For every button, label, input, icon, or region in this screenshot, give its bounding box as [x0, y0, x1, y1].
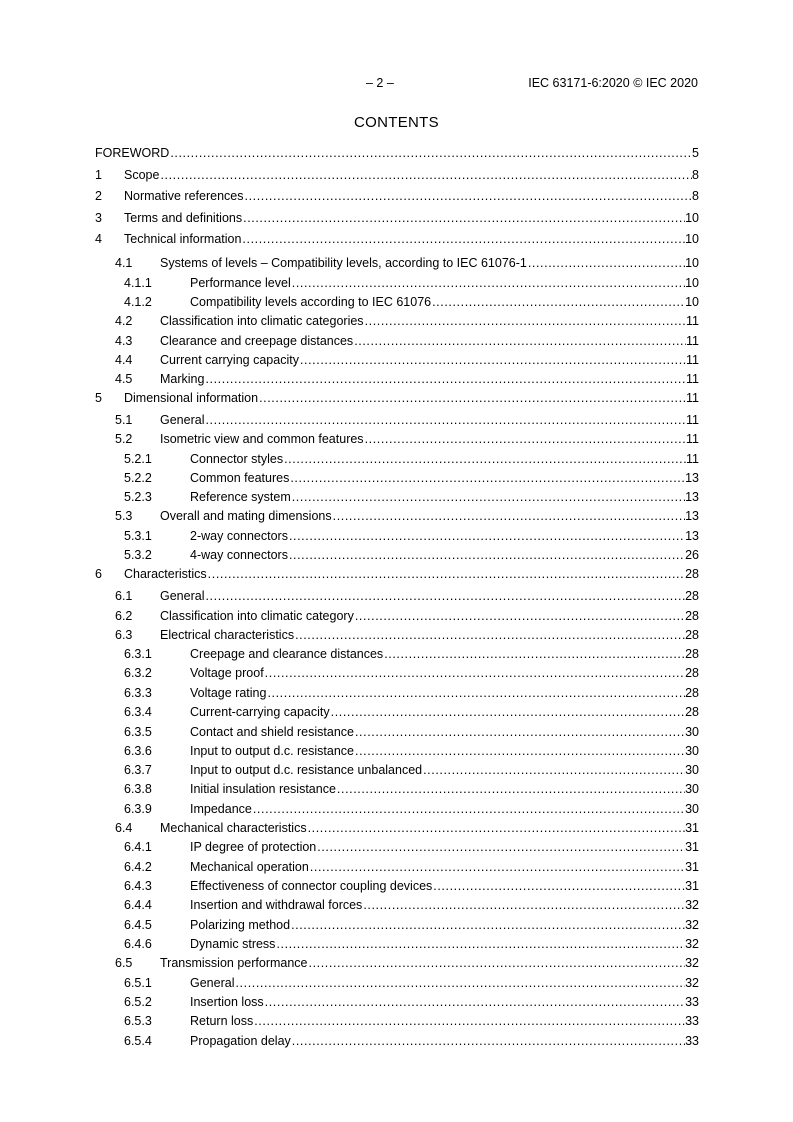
toc-entry[interactable]: [95, 390, 699, 406]
toc-entry[interactable]: [95, 470, 699, 486]
toc-entry[interactable]: [95, 781, 699, 797]
toc-entry-label: Insertion and withdrawal forces: [190, 898, 363, 912]
toc-entry[interactable]: [95, 743, 699, 759]
toc-entry-label: Contact and shield resistance: [190, 725, 354, 739]
toc-entry[interactable]: [95, 975, 699, 991]
toc-dot-leader: [292, 275, 685, 291]
toc-entry-label: Compatibility levels according to IEC 61076: [190, 295, 432, 309]
toc-entry-label: Mechanical operation: [190, 860, 309, 874]
toc-entry[interactable]: [95, 917, 699, 933]
toc-entry-number: 6.5.2: [124, 995, 152, 1009]
toc-entry-label: Current carrying capacity: [160, 353, 299, 367]
toc-dot-leader: [337, 781, 685, 797]
toc-entry[interactable]: [95, 294, 699, 310]
toc-entry-label: General: [160, 589, 205, 603]
toc-entry[interactable]: [95, 1033, 699, 1049]
toc-entry-page: 11: [686, 353, 699, 367]
toc-entry-number: 4.1.1: [124, 276, 152, 290]
toc-entry-page: 28: [685, 647, 699, 661]
toc-entry[interactable]: [95, 665, 699, 681]
toc-dot-leader: [284, 451, 686, 467]
toc-entry-label: Polarizing method: [190, 918, 291, 932]
toc-entry-label: Technical information: [124, 232, 242, 246]
toc-entry[interactable]: [95, 508, 699, 524]
toc-entry[interactable]: [95, 839, 699, 855]
toc-entry-label: Insertion loss: [190, 995, 264, 1009]
toc-entry-number: 4.3: [115, 334, 133, 348]
toc-entry-page: 8: [692, 189, 699, 203]
toc-entry[interactable]: [95, 820, 699, 836]
toc-entry-page: 10: [685, 232, 699, 246]
toc-entry-number: 6.3.1: [124, 647, 152, 661]
toc-entry-label: Terms and definitions: [124, 211, 243, 225]
toc-entry[interactable]: [95, 646, 699, 662]
toc-entry-page: 11: [686, 314, 699, 328]
toc-entry[interactable]: [95, 1013, 699, 1029]
toc-entry-page: 10: [685, 256, 699, 270]
toc-dot-leader: [254, 1013, 685, 1029]
toc-entry[interactable]: [95, 431, 699, 447]
toc-dot-leader: [242, 231, 685, 247]
toc-entry-page: 28: [685, 609, 699, 623]
toc-entry-page: 32: [685, 976, 699, 990]
toc-entry-page: 28: [685, 686, 699, 700]
toc-entry-number: 6.3.4: [124, 705, 152, 719]
toc-dot-leader: [292, 489, 685, 505]
toc-dot-leader: [170, 145, 692, 161]
toc-entry-label: Performance level: [190, 276, 291, 290]
toc-entry-label: Dynamic stress: [190, 937, 276, 951]
toc-dot-leader: [290, 470, 685, 486]
toc-entry-page: 28: [685, 666, 699, 680]
toc-entry[interactable]: [95, 371, 699, 387]
toc-entry[interactable]: [95, 627, 699, 643]
toc-entry[interactable]: [95, 333, 699, 349]
toc-entry-number: 6.3.8: [124, 782, 152, 796]
toc-dot-leader: [265, 665, 685, 681]
toc-entry-page: 31: [685, 840, 699, 854]
toc-entry-number: 6.4.1: [124, 840, 152, 854]
toc-entry-number: 6: [95, 567, 102, 581]
page-number: – 2 –: [366, 76, 394, 90]
toc-entry[interactable]: [95, 704, 699, 720]
toc-entry-label: General: [190, 976, 235, 990]
toc-entry-label: Initial insulation resistance: [190, 782, 336, 796]
toc-entry-page: 32: [685, 956, 699, 970]
toc-dot-leader: [292, 1033, 685, 1049]
toc-entry-label: Impedance: [190, 802, 252, 816]
toc-entry[interactable]: [95, 724, 699, 740]
toc-entry-number: 4.4: [115, 353, 133, 367]
toc-entry-page: 30: [685, 763, 699, 777]
toc-entry-number: 5.2.1: [124, 452, 152, 466]
toc-dot-leader: [365, 431, 686, 447]
toc-dot-leader: [295, 627, 685, 643]
toc-entry-number: 5.3.2: [124, 548, 152, 562]
toc-entry-label: Systems of levels – Compatibility levels, according to IEC 61076-1: [160, 256, 527, 270]
toc-entry-number: 4: [95, 232, 102, 246]
toc-entry-label: Input to output d.c. resistance unbalanced: [190, 763, 423, 777]
standard-reference: IEC 63171-6:2020 © IEC 2020: [528, 76, 698, 90]
toc-entry-page: 8: [692, 168, 699, 182]
toc-dot-leader: [355, 743, 685, 759]
toc-entry-label: 4-way connectors: [190, 548, 288, 562]
toc-dot-leader: [265, 994, 685, 1010]
toc-dot-leader: [331, 704, 685, 720]
toc-entry-page: 26: [685, 548, 699, 562]
toc-dot-leader: [300, 352, 686, 368]
toc-entry-page: 33: [685, 995, 699, 1009]
toc-entry-number: 5.3.1: [124, 529, 152, 543]
toc-dot-leader: [363, 897, 685, 913]
toc-entry-label: Transmission performance: [160, 956, 308, 970]
toc-dot-leader: [317, 839, 685, 855]
toc-entry-label: Classification into climatic category: [160, 609, 354, 623]
toc-entry-label: Return loss: [190, 1014, 254, 1028]
toc-entry-page: 11: [686, 452, 699, 466]
toc-entry-number: 6.3: [115, 628, 133, 642]
toc-entry[interactable]: [95, 352, 699, 368]
toc-dot-leader: [365, 313, 686, 329]
toc-entry-label: Reference system: [190, 490, 291, 504]
toc-entry-number: 6.3.5: [124, 725, 152, 739]
toc-entry[interactable]: [95, 955, 699, 971]
toc-dot-leader: [354, 333, 686, 349]
toc-dot-leader: [423, 762, 685, 778]
toc-entry-number: 6.5: [115, 956, 133, 970]
toc-entry-number: 6.4: [115, 821, 133, 835]
toc-entry-page: 13: [685, 471, 699, 485]
toc-dot-leader: [289, 528, 685, 544]
toc-entry-label: 2-way connectors: [190, 529, 288, 543]
toc-entry-page: 30: [685, 802, 699, 816]
toc-entry-number: 6.5.1: [124, 976, 152, 990]
toc-entry-page: 11: [686, 334, 699, 348]
toc-entry-number: 5.1: [115, 413, 133, 427]
toc-dot-leader: [259, 390, 686, 406]
toc-entry[interactable]: [95, 685, 699, 701]
toc-entry-page: 28: [685, 567, 699, 581]
toc-entry[interactable]: [95, 489, 699, 505]
toc-entry-label: Common features: [190, 471, 290, 485]
toc-entry-page: 31: [685, 879, 699, 893]
toc-entry[interactable]: [95, 528, 699, 544]
toc-entry[interactable]: [95, 566, 699, 582]
toc-dot-leader: [235, 975, 685, 991]
toc-entry-page: 11: [686, 432, 699, 446]
toc-entry-label: Scope: [124, 168, 160, 182]
page-title: CONTENTS: [354, 114, 439, 131]
toc-entry-number: 5.3: [115, 509, 133, 523]
toc-entry-page: 28: [685, 628, 699, 642]
toc-entry[interactable]: [95, 412, 699, 428]
toc-entry[interactable]: [95, 936, 699, 952]
toc-entry-label: Connector styles: [190, 452, 284, 466]
toc-dot-leader: [253, 801, 685, 817]
toc-entry-number: 1: [95, 168, 102, 182]
toc-entry-label: General: [160, 413, 205, 427]
toc-entry-number: 6.3.2: [124, 666, 152, 680]
toc-entry[interactable]: [95, 547, 699, 563]
toc-entry-page: 10: [685, 211, 699, 225]
toc-entry-page: 32: [685, 918, 699, 932]
toc-entry-label: Normative references: [124, 189, 244, 203]
toc-entry-number: 4.1.2: [124, 295, 152, 309]
toc-entry[interactable]: [95, 859, 699, 875]
toc-entry-number: 4.2: [115, 314, 133, 328]
toc-entry[interactable]: [95, 588, 699, 604]
toc-entry[interactable]: [95, 231, 699, 247]
toc-entry-page: 13: [685, 529, 699, 543]
toc-entry-number: 6.4.2: [124, 860, 152, 874]
toc-entry-page: 28: [685, 705, 699, 719]
toc-entry-label: Effectiveness of connector coupling devices: [190, 879, 433, 893]
toc-entry-label: Creepage and clearance distances: [190, 647, 384, 661]
toc-entry-page: 31: [685, 860, 699, 874]
toc-entry[interactable]: [95, 275, 699, 291]
toc-entry-page: 32: [685, 898, 699, 912]
toc-entry-page: 10: [685, 276, 699, 290]
toc-entry-label: Characteristics: [124, 567, 207, 581]
toc-entry-label: Overall and mating dimensions: [160, 509, 332, 523]
toc-entry-page: 30: [685, 744, 699, 758]
toc-dot-leader: [205, 588, 685, 604]
toc-dot-leader: [267, 685, 685, 701]
toc-dot-leader: [333, 508, 685, 524]
toc-entry-page: 31: [685, 821, 699, 835]
toc-entry[interactable]: [95, 994, 699, 1010]
toc-entry-page: 30: [685, 725, 699, 739]
toc-entry[interactable]: [95, 608, 699, 624]
toc-entry-number: 6.4.4: [124, 898, 152, 912]
toc-dot-leader: [355, 608, 685, 624]
toc-entry-number: 6.3.9: [124, 802, 152, 816]
toc-entry[interactable]: [95, 897, 699, 913]
toc-entry-number: 5.2.2: [124, 471, 152, 485]
toc-dot-leader: [355, 724, 685, 740]
toc-dot-leader: [208, 566, 685, 582]
toc-entry-number: 5.2: [115, 432, 133, 446]
toc-entry-label: Propagation delay: [190, 1034, 291, 1048]
toc-entry[interactable]: [95, 762, 699, 778]
toc-dot-leader: [276, 936, 685, 952]
toc-dot-leader: [291, 917, 685, 933]
toc-entry-number: 6.3.7: [124, 763, 152, 777]
toc-entry-label: Current-carrying capacity: [190, 705, 330, 719]
toc-entry-page: 5: [692, 146, 699, 160]
toc-dot-leader: [433, 878, 685, 894]
toc-entry-page: 32: [685, 937, 699, 951]
toc-entry-label: Clearance and creepage distances: [160, 334, 354, 348]
toc-entry-number: 5.2.3: [124, 490, 152, 504]
toc-entry[interactable]: [95, 313, 699, 329]
toc-dot-leader: [528, 255, 685, 271]
toc-entry-number: 6.3.6: [124, 744, 152, 758]
toc-entry-number: 6.4.6: [124, 937, 152, 951]
toc-entry-page: 13: [685, 509, 699, 523]
toc-entry-page: 33: [685, 1034, 699, 1048]
toc-entry-number: 6.4.3: [124, 879, 152, 893]
toc-entry[interactable]: [95, 188, 699, 204]
toc-entry[interactable]: [95, 878, 699, 894]
toc-entry-page: 11: [686, 391, 699, 405]
toc-dot-leader: [432, 294, 685, 310]
toc-dot-leader: [384, 646, 685, 662]
toc-entry-label: Voltage proof: [190, 666, 264, 680]
toc-entry-number: 6.2: [115, 609, 133, 623]
toc-entry-number: 5: [95, 391, 102, 405]
toc-dot-leader: [310, 859, 685, 875]
page-header: [0, 76, 793, 92]
toc-entry-label: Dimensional information: [124, 391, 259, 405]
toc-entry[interactable]: [95, 167, 699, 183]
toc-entry-number: 6.5.3: [124, 1014, 152, 1028]
toc-entry-label: Classification into climatic categories: [160, 314, 364, 328]
toc-entry-label: FOREWORD: [95, 146, 170, 160]
toc-entry-page: 28: [685, 589, 699, 603]
toc-entry-number: 4.1: [115, 256, 133, 270]
toc-entry-number: 4.5: [115, 372, 133, 386]
toc-dot-leader: [308, 820, 686, 836]
toc-dot-leader: [160, 167, 692, 183]
toc-entry-label: Isometric view and common features: [160, 432, 364, 446]
toc-dot-leader: [243, 210, 685, 226]
toc-entry-number: 3: [95, 211, 102, 225]
toc-entry-number: 6.4.5: [124, 918, 152, 932]
toc-entry[interactable]: [95, 210, 699, 226]
toc-entry-page: 33: [685, 1014, 699, 1028]
toc-entry-label: Electrical characteristics: [160, 628, 295, 642]
toc-entry[interactable]: [95, 451, 699, 467]
toc-entry-label: Mechanical characteristics: [160, 821, 307, 835]
toc-entry-page: 11: [686, 372, 699, 386]
toc-dot-leader: [205, 371, 686, 387]
toc-entry[interactable]: [95, 801, 699, 817]
toc-entry[interactable]: [95, 255, 699, 271]
toc-dot-leader: [245, 188, 693, 204]
toc-entry-number: 2: [95, 189, 102, 203]
toc-dot-leader: [309, 955, 686, 971]
toc-entry-page: 10: [685, 295, 699, 309]
toc-entry-label: Input to output d.c. resistance: [190, 744, 354, 758]
toc-entry-page: 11: [686, 413, 699, 427]
toc-entry-page: 13: [685, 490, 699, 504]
toc-entry-label: IP degree of protection: [190, 840, 317, 854]
toc-entry-label: Marking: [160, 372, 205, 386]
toc-entry-number: 6.1: [115, 589, 133, 603]
toc-entry-number: 6.3.3: [124, 686, 152, 700]
toc-entry-number: 6.5.4: [124, 1034, 152, 1048]
toc-dot-leader: [205, 412, 686, 428]
toc-entry-page: 30: [685, 782, 699, 796]
toc-entry[interactable]: [95, 145, 699, 161]
toc-dot-leader: [289, 547, 685, 563]
toc-entry-label: Voltage rating: [190, 686, 267, 700]
